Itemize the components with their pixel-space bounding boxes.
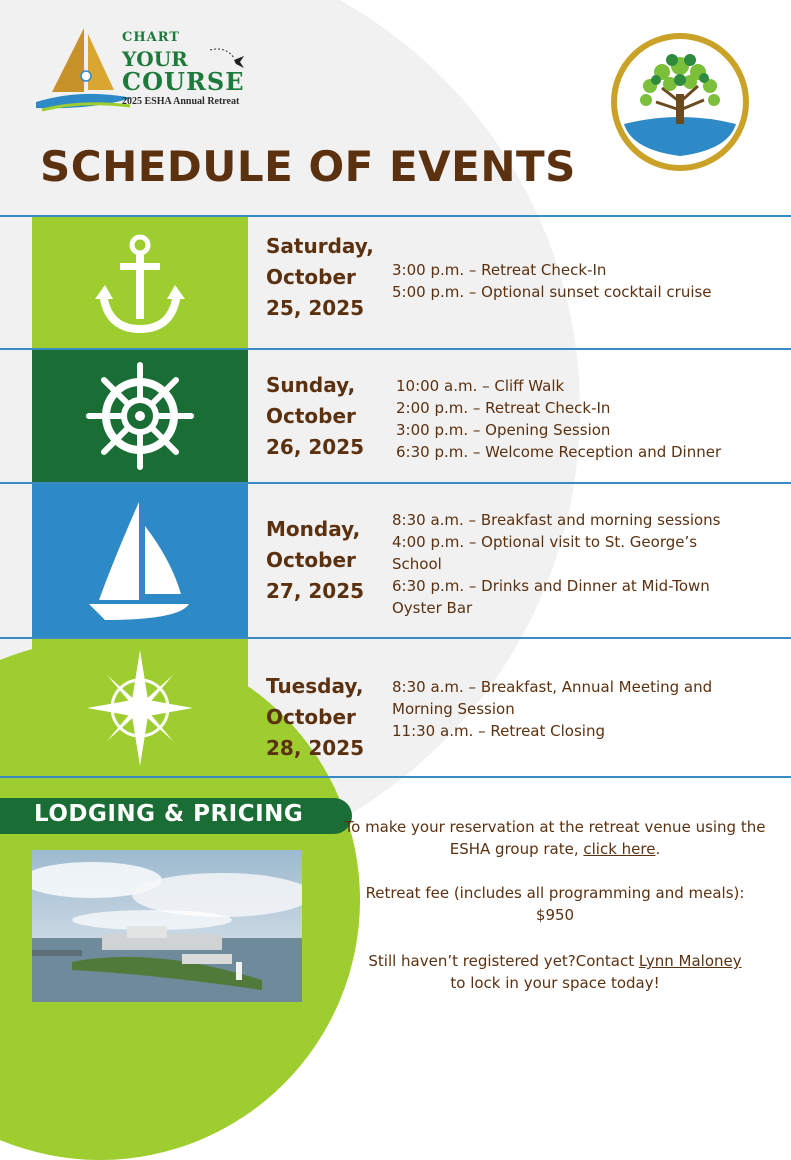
sailboat-logo-icon [32, 24, 132, 124]
ship-wheel-icon [85, 361, 195, 471]
logo-subtitle: 2025 ESHA Annual Retreat [122, 96, 240, 107]
day-month: October [266, 265, 356, 289]
anchor-icon [95, 233, 185, 333]
event-item: 6:30 p.m. – Drinks and Dinner at Mid-Town Oyster Bar [392, 577, 710, 617]
day-date: 25, 2025 [266, 296, 365, 320]
event-list [396, 375, 756, 463]
contact-lynn-maloney-link[interactable]: Lynn Maloney [638, 952, 742, 970]
schedule-icon-box [32, 350, 248, 482]
event-item: 3:00 p.m. – Retreat Check-In [392, 261, 607, 279]
lodging-pricing-banner [0, 798, 352, 834]
event-list [392, 259, 752, 303]
day-label [266, 231, 374, 324]
event-list [392, 509, 742, 619]
logo-line-chart: CHART [122, 30, 180, 45]
schedule-row-monday [0, 484, 791, 637]
day-name: Monday, [266, 517, 361, 541]
register-prefix: Still haven’t registered yet?Contact [368, 952, 639, 970]
day-date: 28, 2025 [266, 736, 365, 760]
fee-description: Retreat fee (includes all programming and meals): [365, 884, 745, 902]
event-item: 4:00 p.m. – Optional visit to St. George’s School [392, 533, 698, 573]
event-item: 3:00 p.m. – Opening Session [396, 421, 611, 439]
sailboat-icon [85, 496, 195, 626]
day-name: Sunday, [266, 373, 356, 397]
venue-photo [32, 850, 302, 1002]
register-suffix: to lock in your space today! [450, 974, 660, 992]
divider-line [0, 776, 791, 778]
day-month: October [266, 548, 356, 572]
click-here-link[interactable]: click here [583, 840, 656, 858]
day-name: Saturday, [266, 234, 374, 258]
tree-emblem-icon [610, 32, 750, 172]
event-item: 2:00 p.m. – Retreat Check-In [396, 399, 611, 417]
day-date: 26, 2025 [266, 435, 365, 459]
logo-line-course: COURSE [122, 67, 245, 96]
event-item: 5:00 p.m. – Optional sunset cocktail cruise [392, 283, 712, 301]
event-item: 8:30 a.m. – Breakfast and morning sessions [392, 511, 721, 529]
chart-your-course-logo [32, 24, 252, 124]
schedule-icon-box [32, 484, 248, 637]
harbor-photo-image [32, 850, 302, 1002]
event-item: 6:30 p.m. – Welcome Reception and Dinner [396, 443, 722, 461]
event-list [392, 676, 742, 742]
schedule-row-tuesday [0, 639, 791, 776]
day-date: 27, 2025 [266, 579, 365, 603]
day-label [266, 514, 364, 607]
logo-line-your: YOUR [122, 47, 188, 71]
compass-rose-icon [85, 648, 195, 768]
registration-text [340, 950, 770, 994]
airplane-icon [208, 44, 248, 74]
fee-text-block [340, 882, 770, 926]
event-item: 11:30 a.m. – Retreat Closing [392, 722, 605, 740]
event-item: 8:30 a.m. – Breakfast, Annual Meeting and Morning Session [392, 678, 713, 718]
day-name: Tuesday, [266, 674, 364, 698]
event-item: 10:00 a.m. – Cliff Walk [396, 377, 565, 395]
schedule-icon-box [32, 217, 248, 348]
schedule-icon-box [32, 639, 248, 776]
day-label [266, 370, 364, 463]
reservation-prefix: To make your reservation at the retreat venue using the ESHA group rate, [344, 818, 766, 858]
page-title: SCHEDULE OF EVENTS [40, 142, 576, 191]
lodging-heading: LODGING & PRICING [34, 801, 304, 827]
day-label [266, 671, 364, 764]
schedule-row-sunday [0, 350, 791, 482]
reservation-text [340, 816, 770, 860]
reservation-suffix: . [655, 840, 661, 858]
day-month: October [266, 705, 356, 729]
schedule-row-saturday [0, 217, 791, 348]
fee-amount: $950 [535, 906, 575, 924]
day-month: October [266, 404, 356, 428]
